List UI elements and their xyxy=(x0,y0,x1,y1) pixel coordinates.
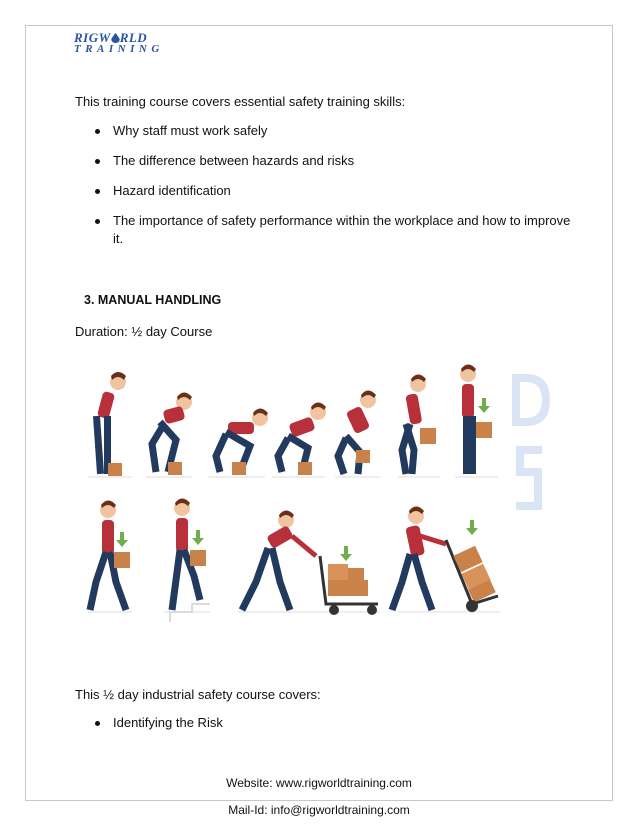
intro-text: This training course covers essential safety training skills: xyxy=(75,94,406,109)
figure-carrying xyxy=(90,501,130,611)
covers-list xyxy=(95,714,223,732)
duration-text: Duration: ½ day Course xyxy=(75,324,213,339)
list-item: Identifying the Risk xyxy=(95,714,223,732)
drop-icon xyxy=(111,33,120,43)
skills-list xyxy=(95,122,575,260)
list-item: The difference between hazards and risks xyxy=(95,152,575,170)
figure-squat xyxy=(152,393,192,476)
figure-lift-mid xyxy=(338,391,376,475)
figure-stepping xyxy=(170,499,210,623)
rigworld-logo: RIGW RLD TRAINING xyxy=(74,30,164,55)
figure-hand-truck xyxy=(392,507,498,613)
covers-intro: This ½ day industrial safety course covers: xyxy=(75,687,321,702)
figure-deep-bend xyxy=(216,409,268,476)
list-item: Hazard identification xyxy=(95,182,575,200)
footer-website: Website: www.rigworldtraining.com xyxy=(226,776,412,790)
manual-handling-illustration xyxy=(80,360,560,630)
figure-lift-start xyxy=(278,403,326,476)
footer-mail: Mail-Id: info@rigworldtraining.com xyxy=(228,803,410,817)
figure-standing xyxy=(93,372,126,476)
figure-holding-upright xyxy=(460,365,492,475)
list-item: Why staff must work safely xyxy=(95,122,575,140)
figure-pushing-trolley xyxy=(242,511,378,616)
list-item: The importance of safety performance within the workplace and how to improve it. xyxy=(95,212,575,248)
section-heading: 3. MANUAL HANDLING xyxy=(84,293,222,307)
watermark-logo xyxy=(512,374,550,510)
figure-lift-rising xyxy=(402,375,436,475)
